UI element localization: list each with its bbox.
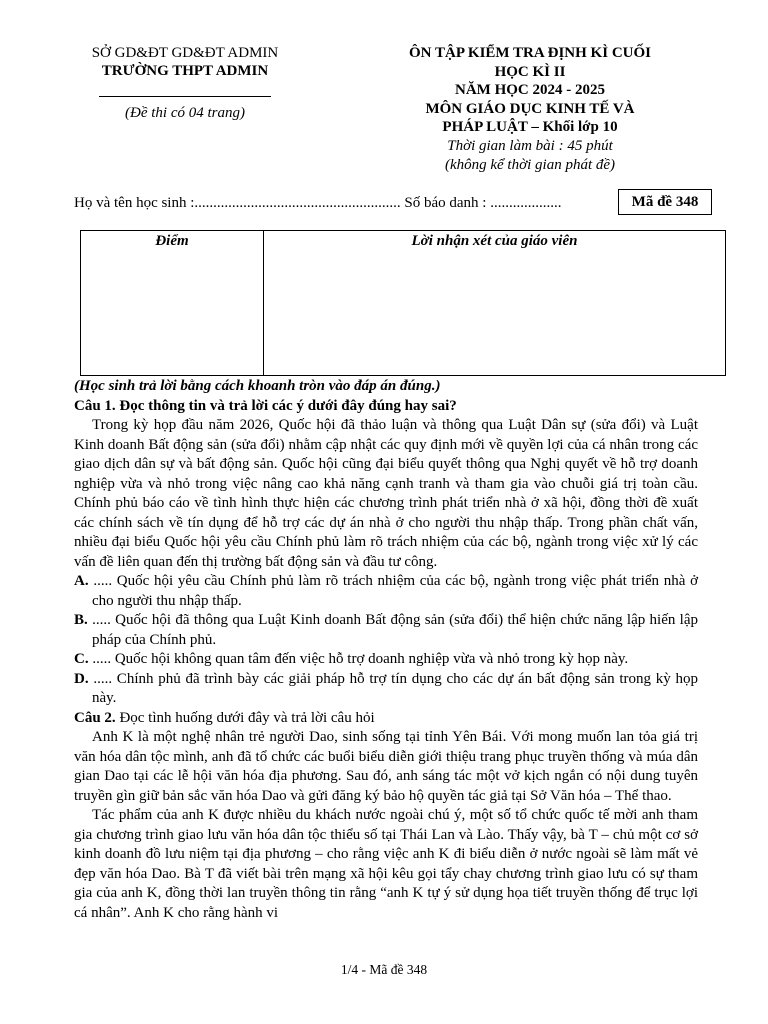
option-letter: A. — [74, 573, 89, 589]
exam-duration: Thời gian làm bài : 45 phút — [447, 137, 613, 154]
option-letter: C. — [74, 651, 89, 667]
school-name: TRƯỜNG THPT ADMIN — [101, 63, 269, 79]
header-left — [60, 44, 310, 122]
question-1-heading: Câu 1. Đọc thông tin và trả lời các ý dưới đây đúng hay sai? — [74, 397, 457, 414]
department-name: SỞ GD&ĐT GD&ĐT ADMIN — [91, 45, 279, 61]
question-2-heading-text: Đọc tình huống dưới đây và trả lời câu hỏi — [115, 709, 375, 726]
exam-duration-note: (không kể thời gian phát đề) — [444, 156, 616, 173]
exam-body — [74, 377, 698, 923]
exam-title: ÔN TẬP KIỂM TRA ĐỊNH KÌ CUỐI — [409, 45, 651, 61]
question-2-heading — [74, 709, 698, 729]
question-1-option-a — [74, 572, 698, 611]
subject-line-2: PHÁP LUẬT – Khối lớp 10 — [442, 119, 618, 136]
question-2-label: Câu 2. — [74, 709, 116, 726]
page-footer: 1/4 - Mã đề 348 — [340, 962, 428, 977]
teacher-comment-cell: Lời nhận xét của giáo viên — [264, 231, 726, 376]
student-info-line: Họ và tên học sinh :....................................................... Số báo danh : ................... — [74, 195, 562, 211]
question-1-option-c — [74, 650, 698, 670]
option-text: ..... Quốc hội yêu cầu Chính phủ làm rõ trách nhiệm của các bộ, ngành trong việc phát triển nhà ở cho người thu nhập thấp. — [92, 573, 699, 609]
instructions: (Học sinh trả lời bằng cách khoanh tròn vào đáp án đúng.) — [74, 378, 441, 394]
option-text: ..... Quốc hội không quan tâm đến việc hỗ trợ doanh nghiệp vừa và nhỏ trong kỳ họp này. — [92, 651, 629, 667]
score-cell: Điểm — [81, 231, 264, 376]
option-letter: D. — [74, 670, 89, 687]
option-text: ..... Chính phủ đã trình bày các giải pháp hỗ trợ tín dụng cho các dự án bất động sản trong kỳ họp này. — [92, 670, 698, 706]
exam-semester: HỌC KÌ II — [494, 63, 566, 80]
header-divider — [99, 96, 271, 97]
exam-code-box: Mã đề 348 — [618, 189, 712, 215]
question-1-option-b — [74, 611, 698, 650]
header-right — [330, 44, 730, 174]
question-1-option-d — [74, 670, 698, 709]
subject-line-1: MÔN GIÁO DỤC KINH TẾ VÀ — [425, 100, 635, 117]
page-count-note: (Đề thi có 04 trang) — [125, 105, 245, 121]
score-table — [80, 230, 726, 376]
question-1-passage: Trong kỳ họp đầu năm 2026, Quốc hội đã thảo luận và thông qua Luật Dân sự (sửa đổi) và Luật Kinh doanh Bất động sản (sửa đổi) nhằm cập nhật các quy định mới về quyền lợi của cá nhân trong các giao dịch dân sự và bất động sản. Quốc hội cũng đại biểu quyết thông qua Nghị quyết về hỗ trợ doanh nghiệp vừa và nhỏ trong việc nâng cao khả năng cạnh tranh và tham gia vào chuỗi giá trị toàn cầu. Chính phủ báo cáo về tình hình thực hiện các chương trình phát triển nhà ở xã hội, đồng thời đề xuất các chính sách về tín dụng để hỗ trợ các dự án nhà ở cho người thu nhập thấp. Trong phần chất vấn, nhiều đại biểu Quốc hội yêu cầu Chính phủ làm rõ trách nhiệm của các bộ, ngành trong việc xử lý các vấn đề liên quan đến thị trường bất động sản và đầu tư công. — [74, 417, 698, 570]
question-2-paragraph-1: Anh K là một nghệ nhân trẻ người Dao, sinh sống tại tỉnh Yên Bái. Với mong muốn lan tỏa giá trị văn hóa dân tộc mình, anh đã tổ chức các buổi biểu diễn giới thiệu trang phục truyền thống và múa dân gian Dao tại các lễ hội văn hóa địa phương. Sau đó, anh sáng tác một vở kịch ngắn có nội dung tuyên truyền gìn giữ bản sắc văn hóa Dao và gửi đăng ký bảo hộ quyền tác giả tại Sở Văn hóa – Thể thao. — [74, 729, 698, 804]
option-letter: B. — [74, 612, 88, 628]
question-2-paragraph-2: Tác phẩm của anh K được nhiều du khách nước ngoài chú ý, một số tổ chức quốc tế mời anh tham gia chương trình giao lưu văn hóa dân tộc thiểu số tại Thái Lan và Lào. Thấy vậy, bà T – chủ một cơ sở kinh doanh đồ lưu niệm tại địa phương – cho rằng việc anh K đi biểu diễn ở nước ngoài sẽ làm mất vẻ đẹp văn hóa Dao. Bà T đã viết bài trên mạng xã hội kêu gọi tẩy chay chương trình giao lưu có sự tham gia của anh K, đồng thời lan truyền thông tin rằng “anh K tự ý sử dụng họa tiết truyền thống để trục lợi cá nhân”. Anh K cho rằng hành vi — [74, 807, 698, 921]
school-year: NĂM HỌC 2024 - 2025 — [455, 82, 605, 99]
option-text: ..... Quốc hội đã thông qua Luật Kinh doanh Bất động sản (sửa đổi) thể hiện chức năng lập hiến lập pháp của Chính phủ. — [92, 612, 699, 648]
